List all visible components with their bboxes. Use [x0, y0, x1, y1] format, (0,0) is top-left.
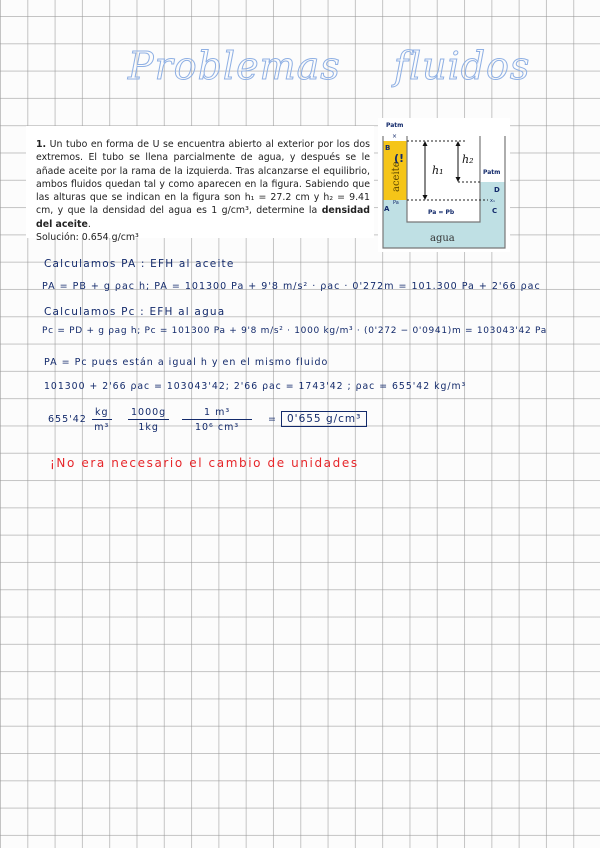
fraction-3-numerator: 1 m³ — [182, 407, 252, 420]
h1-label: h₁ — [432, 164, 444, 177]
u-tube-diagram — [378, 118, 510, 252]
fraction-1-denominator: m³ — [94, 422, 110, 433]
work-line-3: Calculamos Pc : EFH al agua — [44, 306, 226, 318]
conversion-fraction-2 — [128, 407, 169, 433]
final-result-box: 0'655 g/cm³ — [281, 411, 367, 427]
correction-note: ¡No era necesario el cambio de unidades — [50, 456, 359, 470]
conversion-value: 655'42 — [48, 414, 87, 425]
point-c-label: C — [492, 207, 498, 215]
point-a-label: A — [384, 205, 390, 213]
x1-label: x₁ — [490, 198, 495, 204]
u-tube-figure — [378, 118, 510, 252]
problem-text — [36, 138, 370, 244]
problem-solution: Solución: 0.654 g/cm³ — [36, 232, 139, 244]
problem-bold: densidad del aceite — [36, 205, 370, 230]
page-title — [128, 44, 531, 94]
work-line-6: 101300 + 2'66 ρac = 103043'42; 2'66 ρac = 1743'42 ; ρac = 655'42 kg/m³ — [44, 381, 467, 392]
problem-number: 1. — [36, 139, 47, 150]
water-label: agua — [430, 233, 455, 244]
svg-text:×: × — [392, 133, 398, 140]
work-line-1: Calculamos PA : EFH al aceite — [44, 258, 235, 270]
patm-left-label: Patm — [386, 122, 404, 129]
pressure-equality: Pa = Pb — [428, 209, 455, 216]
point-b-label: B — [385, 144, 391, 152]
problem-body: Un tubo en forma de U se encuentra abierto al exterior por los dos extremos. El tubo se llena parcialmente de agua, y después se le añade aceite por la rama de la izquierda. Tras alcanzarse el equilibrio, ambos fluidos quedan tal y como aparecen en la figura. Sabiendo que las alturas que se indican en la figura son h₁ = 27.2 cm y h₂ = 9.41 cm, y que la densidad del agua es 1 g/cm³, determine la — [36, 139, 370, 217]
fraction-2-numerator: 1000g — [128, 407, 169, 420]
fraction-1-numerator: kg — [92, 407, 112, 420]
title-word-1: Problemas — [128, 44, 341, 88]
h2-label: h₂ — [462, 153, 474, 166]
conversion-equals: = — [268, 414, 277, 425]
fraction-2-denominator: 1kg — [138, 422, 159, 433]
exclaim-mark: (! — [394, 152, 405, 165]
point-d-label: D — [494, 186, 500, 194]
work-line-4: Pc = PD + g ρag h; Pc = 101300 Pa + 9'8 m/s² · 1000 kg/m³ · (0'272 − 0'0941)m = 103043'42 Pa — [42, 326, 547, 336]
problem-period: . — [87, 218, 91, 230]
conversion-fraction-1 — [92, 407, 112, 433]
problem-statement — [26, 126, 374, 244]
fraction-3-denominator: 10⁶ cm³ — [194, 422, 240, 433]
oil-label: aceite — [391, 161, 402, 192]
patm-right-label: Patm — [483, 169, 501, 176]
conversion-fraction-3 — [182, 407, 252, 433]
pa-sub-label: Pa — [393, 200, 399, 206]
work-line-2: PA = PB + g ρac h; PA = 101300 Pa + 9'8 m/s² · ρac · 0'272m = 101.300 Pa + 2'66 ρac — [42, 281, 541, 292]
title-word-2: fluidos — [393, 44, 531, 88]
work-line-5: PA = Pc pues están a igual h y en el mismo fluido — [44, 357, 329, 368]
